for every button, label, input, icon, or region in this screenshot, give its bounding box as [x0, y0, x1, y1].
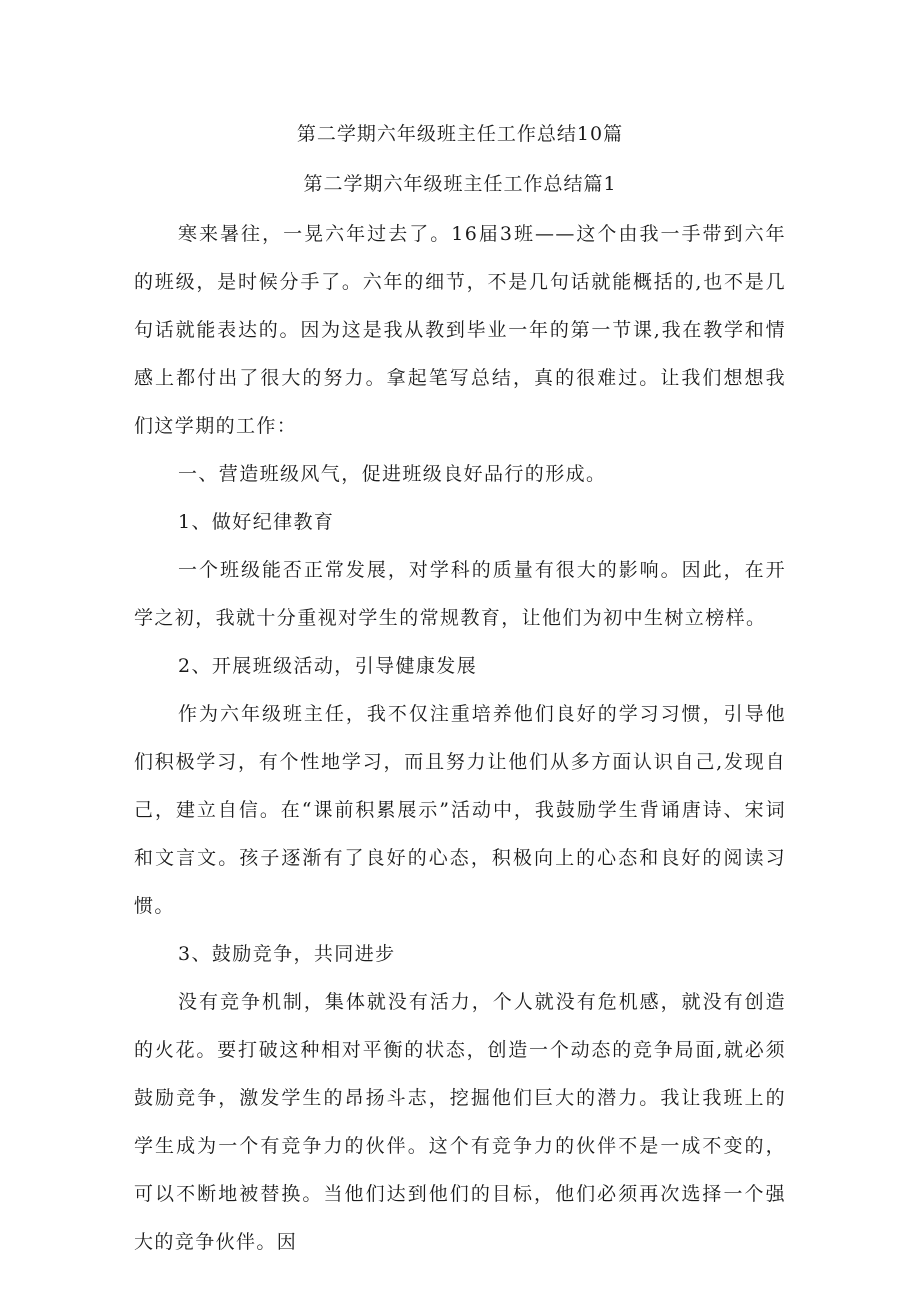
subheading-1: 1、做好纪律教育 [178, 511, 335, 533]
document-title: 第二学期六年级班主任工作总结10篇 [296, 123, 624, 145]
paragraph-activities: 作为六年级班主任，我不仅注重培养他们良好的学习习惯，引导他们积极学习，有个性地学习，而且努力让他们从多方面认识自己,发现自己，建立自信。在“课前积累展示”活动中，我鼓励学生背诵唐诗、宋词和文言文。孩子逐渐有了良好的心态，积极向上的心态和良好的阅读习惯。 [134, 703, 786, 917]
subheading-3: 3、鼓励竞争，共同进步 [178, 943, 396, 965]
subheading-2: 2、开展班级活动，引导健康发展 [178, 655, 478, 677]
paragraph-competition: 没有竞争机制，集体就没有活力，个人就没有危机感，就没有创造的火花。要打破这种相对平衡的状态，创造一个动态的竞争局面,就必须鼓励竞争，激发学生的昂扬斗志，挖掘他们巨大的潜力。我让我班上的学生成为一个有竞争力的伙伴。这个有竞争力的伙伴不是一成不变的，可以不断地被替换。当他们达到他们的目标，他们必须再次选择一个强大的竞争伙伴。因 [134, 991, 786, 1253]
document-body [134, 210, 786, 1266]
heading-section-1: 一、营造班级风气，促进班级良好品行的形成。 [178, 463, 607, 485]
paragraph-intro: 寒来暑往，一晃六年过去了。16届3班——这个由我一手带到六年的班级，是时候分手了。六年的细节，不是几句话就能概括的,也不是几句话就能表达的。因为这是我从教到毕业一年的第一节课,我在教学和情感上都付出了很大的努力。拿起笔写总结，真的很难过。让我们想想我们这学期的工作： [134, 223, 786, 437]
section-title: 第二学期六年级班主任工作总结篇1 [303, 173, 617, 195]
paragraph-discipline: 一个班级能否正常发展，对学科的质量有很大的影响。因此，在开学之初，我就十分重视对学生的常规教育，让他们为初中生树立榜样。 [134, 559, 786, 629]
